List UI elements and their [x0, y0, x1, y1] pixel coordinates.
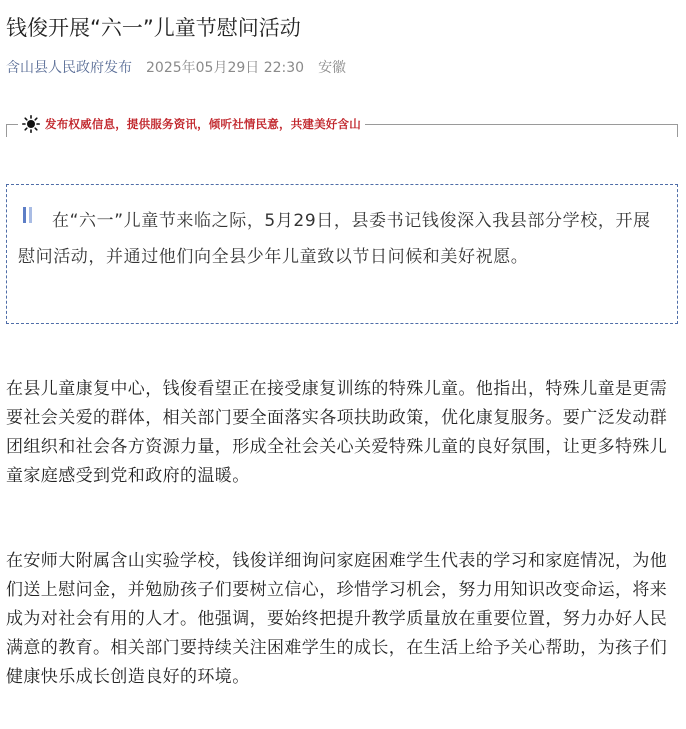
body-paragraph: 在县儿童康复中心，钱俊看望正在接受康复训练的特殊儿童。他指出，特殊儿童是更需要社会关爱的群体，相关部门要全面落实各项扶助政策，优化康复服务。要广泛发动群团组织和社会各方资源力量，形成全社会关心关爱特殊儿童的良好氛围，让更多特殊儿童家庭感受到党和政府的温暖。: [6, 379, 668, 486]
divider-right-tick: [677, 125, 678, 137]
summary-text: 在“六一”儿童节来临之际，5月29日，县委书记钱俊深入我县部分学校，开展慰问活动，并通过他们向全县少年儿童致以节日问候和美好祝愿。: [18, 211, 651, 267]
slogan-text: 发布权威信息，提供服务资讯，倾听社情民意，共建美好含山: [45, 117, 361, 131]
summary-box: [6, 184, 678, 324]
divider-left-tick: [6, 125, 7, 137]
publish-location: 安徽: [318, 60, 347, 76]
publish-datetime: 2025年05月29日 22:30: [146, 60, 305, 76]
slogan-banner: [18, 113, 365, 135]
article-meta: [6, 57, 346, 79]
publisher-link[interactable]: 含山县人民政府发布: [6, 60, 132, 76]
sun-icon: [22, 115, 40, 133]
body-paragraph: 在安师大附属含山实验学校，钱俊详细询问家庭困难学生代表的学习和家庭情况，为他们送上慰问金，并勉励孩子们要树立信心，珍惜学习机会，努力用知识改变命运，将来成为对社会有用的人才。他强调，要始终把提升教学质量放在重要位置，努力办好人民满意的教育。相关部门要持续关注困难学生的成长，在生活上给予关心帮助，为孩子们健康快乐成长创造良好的环境。: [6, 551, 668, 687]
article-title: 钱俊开展“六一”儿童节慰问活动: [6, 16, 301, 40]
